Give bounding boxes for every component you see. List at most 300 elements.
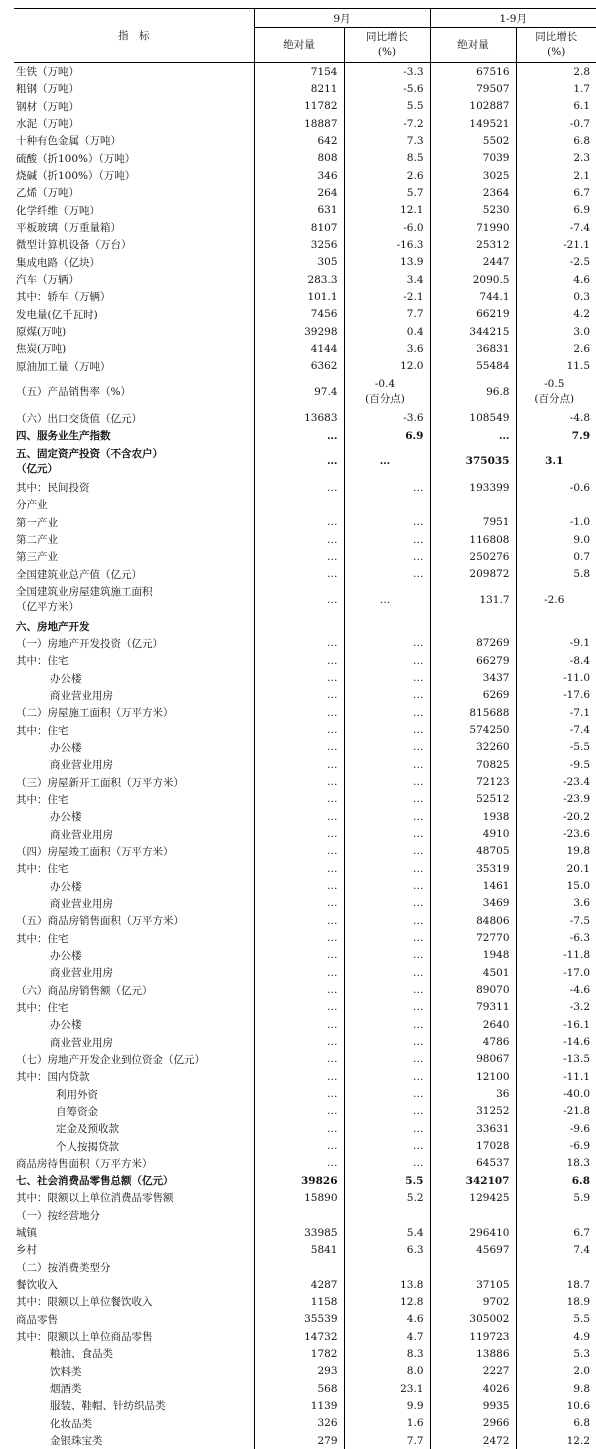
table-row [14, 964, 596, 981]
cell-ytd-absolute: 149521 [430, 115, 516, 132]
cell-sep-absolute [254, 618, 344, 635]
cell-ytd-yoy: 6.7 [516, 1224, 596, 1241]
cell-sep-yoy: … [344, 548, 430, 565]
cell-sep-yoy: … [344, 860, 430, 877]
table-row [14, 288, 596, 305]
cell-sep-yoy: … [344, 825, 430, 842]
cell-ytd-yoy: -2.5 [516, 254, 596, 271]
cell-ytd-yoy: -13.5 [516, 1051, 596, 1068]
table-row [14, 1016, 596, 1033]
cell-ytd-yoy: 6.1 [516, 98, 596, 115]
table-row [14, 583, 596, 618]
table-row [14, 566, 596, 583]
cell-ytd-absolute: 375035 [430, 444, 516, 479]
cell-sep-yoy: … [344, 635, 430, 652]
row-indicator: 钢材（万吨） [14, 98, 254, 115]
cell-sep-yoy: 0.4 [344, 323, 430, 340]
cell-ytd-absolute: 7951 [430, 514, 516, 531]
cell-sep-absolute [254, 1259, 344, 1276]
cell-sep-absolute: … [254, 1103, 344, 1120]
cell-ytd-absolute: 12100 [430, 1068, 516, 1085]
table-row [14, 669, 596, 686]
cell-sep-yoy: … [344, 808, 430, 825]
row-indicator: 粗钢（万吨） [14, 80, 254, 97]
cell-ytd-absolute: 6269 [430, 687, 516, 704]
row-indicator: 全国建筑业房屋建筑施工面积 （亿平方米） [14, 583, 254, 618]
cell-sep-yoy: 5.5 [344, 98, 430, 115]
cell-ytd-absolute: 193399 [430, 479, 516, 496]
cell-ytd-absolute: 3025 [430, 167, 516, 184]
cell-sep-yoy: 9.9 [344, 1397, 430, 1414]
cell-sep-yoy: … [344, 704, 430, 721]
cell-sep-absolute: 8107 [254, 219, 344, 236]
table-row [14, 323, 596, 340]
row-indicator: 金银珠宝类 [14, 1432, 254, 1449]
row-indicator: （二）房屋施工面积（万平方米） [14, 704, 254, 721]
cell-sep-absolute: … [254, 566, 344, 583]
cell-ytd-absolute: 4786 [430, 1033, 516, 1050]
cell-sep-absolute: … [254, 947, 344, 964]
table-row [14, 254, 596, 271]
row-indicator: 办公楼 [14, 808, 254, 825]
cell-ytd-absolute: 32260 [430, 739, 516, 756]
cell-ytd-yoy: 4.6 [516, 271, 596, 288]
cell-ytd-yoy: 18.9 [516, 1293, 596, 1310]
row-indicator: 硫酸（折100%）（万吨） [14, 150, 254, 167]
row-indicator: 平板玻璃（万重量箱） [14, 219, 254, 236]
cell-sep-absolute: 264 [254, 184, 344, 201]
row-indicator: （五）产品销售率（%） [14, 375, 254, 410]
cell-ytd-yoy: 3.6 [516, 895, 596, 912]
header-ytd-absolute: 绝对量 [430, 28, 516, 63]
row-indicator: （二）按消费类型分 [14, 1259, 254, 1276]
table-body [14, 63, 596, 1449]
cell-ytd-yoy: -6.3 [516, 929, 596, 946]
cell-sep-absolute: … [254, 669, 344, 686]
row-indicator: 第一产业 [14, 514, 254, 531]
cell-ytd-yoy: -1.0 [516, 514, 596, 531]
cell-sep-absolute: … [254, 739, 344, 756]
cell-sep-yoy: … [344, 583, 430, 618]
cell-ytd-yoy: 3.1 [516, 444, 596, 479]
cell-ytd-absolute: 25312 [430, 236, 516, 253]
cell-ytd-yoy: 5.3 [516, 1345, 596, 1362]
cell-sep-absolute: … [254, 929, 344, 946]
row-indicator: 其中：住宅 [14, 652, 254, 669]
cell-ytd-yoy: 0.3 [516, 288, 596, 305]
table-row [14, 375, 596, 410]
header-september: 9月 [254, 9, 430, 28]
cell-ytd-yoy: 1.7 [516, 80, 596, 97]
row-indicator: 其中：限额以上单位消费品零售额 [14, 1189, 254, 1206]
cell-sep-yoy: -2.1 [344, 288, 430, 305]
cell-ytd-absolute: 9935 [430, 1397, 516, 1414]
row-indicator: 商业营业用房 [14, 964, 254, 981]
row-indicator: 商业营业用房 [14, 1033, 254, 1050]
row-indicator: 商品房待售面积（万平方米） [14, 1155, 254, 1172]
row-indicator: 第二产业 [14, 531, 254, 548]
table-row [14, 1068, 596, 1085]
cell-ytd-absolute: 116808 [430, 531, 516, 548]
cell-sep-absolute: 35539 [254, 1311, 344, 1328]
cell-sep-yoy: … [344, 721, 430, 738]
cell-sep-absolute: 1139 [254, 1397, 344, 1414]
row-indicator: 六、房地产开发 [14, 618, 254, 635]
table-row [14, 1207, 596, 1224]
cell-ytd-absolute: 37105 [430, 1276, 516, 1293]
cell-sep-yoy: 5.2 [344, 1189, 430, 1206]
cell-ytd-absolute: 55484 [430, 358, 516, 375]
cell-sep-yoy: … [344, 1103, 430, 1120]
table-row [14, 358, 596, 375]
cell-sep-absolute: … [254, 1051, 344, 1068]
cell-ytd-absolute: 3437 [430, 669, 516, 686]
table-row [14, 115, 596, 132]
cell-sep-absolute: 101.1 [254, 288, 344, 305]
cell-ytd-absolute: 3469 [430, 895, 516, 912]
row-indicator: 其中：住宅 [14, 860, 254, 877]
row-indicator: 商业营业用房 [14, 756, 254, 773]
cell-sep-yoy: 23.1 [344, 1380, 430, 1397]
row-indicator: 粮油、食品类 [14, 1345, 254, 1362]
table-row [14, 1155, 596, 1172]
cell-sep-yoy: 1.6 [344, 1415, 430, 1432]
table-row [14, 479, 596, 496]
cell-sep-absolute: 305 [254, 254, 344, 271]
row-indicator: 原油加工量（万吨） [14, 358, 254, 375]
cell-sep-yoy: 13.8 [344, 1276, 430, 1293]
cell-sep-absolute: 293 [254, 1363, 344, 1380]
row-indicator: 水泥（万吨） [14, 115, 254, 132]
row-indicator: 商业营业用房 [14, 687, 254, 704]
cell-ytd-yoy: 20.1 [516, 860, 596, 877]
cell-ytd-yoy: -0.7 [516, 115, 596, 132]
table-row [14, 132, 596, 149]
cell-ytd-yoy: 2.6 [516, 340, 596, 357]
table-row [14, 1328, 596, 1345]
cell-sep-absolute: 346 [254, 167, 344, 184]
cell-sep-absolute: … [254, 427, 344, 444]
cell-ytd-yoy: 7.4 [516, 1241, 596, 1258]
cell-ytd-yoy: -5.5 [516, 739, 596, 756]
table-row [14, 687, 596, 704]
cell-ytd-yoy: 10.6 [516, 1397, 596, 1414]
cell-sep-yoy: 7.3 [344, 132, 430, 149]
cell-sep-absolute [254, 1207, 344, 1224]
cell-ytd-yoy: 9.8 [516, 1380, 596, 1397]
row-indicator: （一）按经营地分 [14, 1207, 254, 1224]
cell-sep-yoy: … [344, 1137, 430, 1154]
row-indicator: 发电量(亿千瓦时) [14, 306, 254, 323]
table-row [14, 947, 596, 964]
cell-sep-absolute: 568 [254, 1380, 344, 1397]
cell-ytd-absolute: 574250 [430, 721, 516, 738]
table-row [14, 531, 596, 548]
row-indicator: （六）出口交货值（亿元） [14, 410, 254, 427]
cell-sep-absolute: … [254, 912, 344, 929]
cell-ytd-absolute: 84806 [430, 912, 516, 929]
cell-sep-absolute: 39298 [254, 323, 344, 340]
cell-ytd-yoy: -7.5 [516, 912, 596, 929]
cell-ytd-absolute: 52512 [430, 791, 516, 808]
table-row [14, 80, 596, 97]
cell-ytd-absolute: 344215 [430, 323, 516, 340]
table-row [14, 1224, 596, 1241]
cell-sep-yoy: 2.6 [344, 167, 430, 184]
row-indicator: 其中：限额以上单位餐饮收入 [14, 1293, 254, 1310]
cell-ytd-yoy [516, 1207, 596, 1224]
row-indicator: 汽车（万辆） [14, 271, 254, 288]
cell-ytd-yoy: -0.6 [516, 479, 596, 496]
cell-sep-yoy: … [344, 843, 430, 860]
table-row [14, 496, 596, 513]
cell-sep-yoy: … [344, 791, 430, 808]
row-indicator: 办公楼 [14, 947, 254, 964]
cell-ytd-absolute: 36831 [430, 340, 516, 357]
cell-ytd-absolute: 2090.5 [430, 271, 516, 288]
table-row [14, 1311, 596, 1328]
cell-ytd-yoy: -4.6 [516, 981, 596, 998]
row-indicator: 个人按揭贷款 [14, 1137, 254, 1154]
cell-sep-yoy: 5.7 [344, 184, 430, 201]
row-indicator: 商品零售 [14, 1311, 254, 1328]
row-indicator: 其中：住宅 [14, 721, 254, 738]
cell-sep-yoy: … [344, 739, 430, 756]
table-row [14, 340, 596, 357]
cell-sep-absolute: 4144 [254, 340, 344, 357]
cell-ytd-absolute: 33631 [430, 1120, 516, 1137]
cell-ytd-absolute: 36 [430, 1085, 516, 1102]
cell-ytd-absolute: 2640 [430, 1016, 516, 1033]
table-row [14, 756, 596, 773]
cell-ytd-yoy: -8.4 [516, 652, 596, 669]
cell-sep-yoy: -5.6 [344, 80, 430, 97]
cell-ytd-absolute: 70825 [430, 756, 516, 773]
table-row [14, 150, 596, 167]
cell-ytd-absolute: 89070 [430, 981, 516, 998]
cell-ytd-yoy: 11.5 [516, 358, 596, 375]
row-indicator: 焦炭(万吨) [14, 340, 254, 357]
cell-ytd-absolute: 250276 [430, 548, 516, 565]
table-row [14, 618, 596, 635]
table-row [14, 236, 596, 253]
table-row [14, 1397, 596, 1414]
cell-sep-absolute: 7154 [254, 63, 344, 81]
cell-sep-yoy [344, 496, 430, 513]
cell-sep-absolute: 642 [254, 132, 344, 149]
cell-sep-absolute: 1782 [254, 1345, 344, 1362]
table-row [14, 877, 596, 894]
cell-ytd-absolute: 9702 [430, 1293, 516, 1310]
table-row [14, 202, 596, 219]
table-row [14, 1259, 596, 1276]
cell-ytd-yoy: 5.5 [516, 1311, 596, 1328]
cell-sep-absolute: … [254, 548, 344, 565]
row-indicator: 办公楼 [14, 739, 254, 756]
cell-sep-absolute: 39826 [254, 1172, 344, 1189]
table-row [14, 98, 596, 115]
cell-sep-yoy: 7.7 [344, 306, 430, 323]
cell-sep-absolute: … [254, 999, 344, 1016]
cell-ytd-absolute: 102887 [430, 98, 516, 115]
cell-sep-absolute: 97.4 [254, 375, 344, 410]
cell-ytd-absolute: 129425 [430, 1189, 516, 1206]
cell-sep-absolute: 631 [254, 202, 344, 219]
cell-sep-yoy: … [344, 1155, 430, 1172]
cell-sep-absolute: … [254, 1068, 344, 1085]
row-indicator: （三）房屋新开工面积（万平方米） [14, 773, 254, 790]
cell-ytd-yoy: -40.0 [516, 1085, 596, 1102]
cell-ytd-yoy: 18.3 [516, 1155, 596, 1172]
cell-sep-yoy: 3.4 [344, 271, 430, 288]
row-indicator: 餐饮收入 [14, 1276, 254, 1293]
cell-ytd-yoy: -23.9 [516, 791, 596, 808]
cell-ytd-yoy: 3.0 [516, 323, 596, 340]
cell-sep-absolute: 3256 [254, 236, 344, 253]
cell-ytd-absolute: 72770 [430, 929, 516, 946]
row-indicator: 十种有色金属（万吨） [14, 132, 254, 149]
cell-sep-absolute: … [254, 843, 344, 860]
row-indicator: （六）商品房销售额（亿元） [14, 981, 254, 998]
cell-sep-absolute: … [254, 652, 344, 669]
table-row [14, 1241, 596, 1258]
cell-sep-yoy: 8.0 [344, 1363, 430, 1380]
cell-sep-absolute: 33985 [254, 1224, 344, 1241]
cell-sep-yoy: … [344, 652, 430, 669]
cell-ytd-absolute: 2966 [430, 1415, 516, 1432]
cell-ytd-yoy: 5.8 [516, 566, 596, 583]
header-jan-sep: 1-9月 [430, 9, 596, 28]
cell-sep-yoy: … [344, 687, 430, 704]
row-indicator: 分产业 [14, 496, 254, 513]
cell-ytd-absolute [430, 1207, 516, 1224]
cell-ytd-yoy: -23.4 [516, 773, 596, 790]
cell-ytd-absolute: 66279 [430, 652, 516, 669]
cell-sep-absolute: 1158 [254, 1293, 344, 1310]
cell-sep-yoy: 4.6 [344, 1311, 430, 1328]
row-indicator: 办公楼 [14, 669, 254, 686]
table-row [14, 306, 596, 323]
cell-sep-yoy: … [344, 1016, 430, 1033]
cell-ytd-yoy: -11.0 [516, 669, 596, 686]
cell-ytd-yoy: 7.9 [516, 427, 596, 444]
cell-ytd-yoy: -4.8 [516, 410, 596, 427]
header-sep-yoy: 同比增长 (%) [344, 28, 430, 63]
table-row [14, 1380, 596, 1397]
table-row [14, 1293, 596, 1310]
table-row [14, 1415, 596, 1432]
row-indicator: 利用外资 [14, 1085, 254, 1102]
cell-sep-absolute: … [254, 791, 344, 808]
cell-ytd-yoy: -11.1 [516, 1068, 596, 1085]
cell-sep-yoy: … [344, 1068, 430, 1085]
cell-sep-yoy: … [344, 444, 430, 479]
row-indicator: 四、服务业生产指数 [14, 427, 254, 444]
cell-ytd-yoy: -9.5 [516, 756, 596, 773]
cell-sep-absolute: 5841 [254, 1241, 344, 1258]
table-row [14, 1085, 596, 1102]
header-sep-absolute: 绝对量 [254, 28, 344, 63]
row-indicator: 集成电路（亿块） [14, 254, 254, 271]
cell-sep-absolute: 11782 [254, 98, 344, 115]
row-indicator: 自筹资金 [14, 1103, 254, 1120]
table-row [14, 167, 596, 184]
cell-sep-yoy: -16.3 [344, 236, 430, 253]
cell-sep-absolute: 13683 [254, 410, 344, 427]
cell-ytd-absolute: 66219 [430, 306, 516, 323]
table-row [14, 63, 596, 81]
row-indicator: 烟酒类 [14, 1380, 254, 1397]
table-row [14, 791, 596, 808]
cell-sep-yoy: 6.9 [344, 427, 430, 444]
cell-ytd-yoy: -0.5 (百分点) [516, 375, 596, 410]
row-indicator: 其中：民间投资 [14, 479, 254, 496]
cell-ytd-yoy: 6.7 [516, 184, 596, 201]
cell-ytd-yoy: -11.8 [516, 947, 596, 964]
table-row [14, 895, 596, 912]
cell-ytd-yoy: -7.1 [516, 704, 596, 721]
row-indicator: 微型计算机设备（万台） [14, 236, 254, 253]
cell-sep-absolute: 14732 [254, 1328, 344, 1345]
cell-sep-yoy: … [344, 773, 430, 790]
row-indicator: 其中：国内贷款 [14, 1068, 254, 1085]
cell-sep-yoy: 12.1 [344, 202, 430, 219]
cell-sep-yoy: … [344, 514, 430, 531]
cell-ytd-absolute: 209872 [430, 566, 516, 583]
cell-sep-absolute: … [254, 1120, 344, 1137]
cell-sep-absolute: 15890 [254, 1189, 344, 1206]
cell-sep-absolute: … [254, 825, 344, 842]
cell-sep-absolute: … [254, 895, 344, 912]
row-indicator: 其中：住宅 [14, 929, 254, 946]
cell-ytd-absolute [430, 496, 516, 513]
cell-ytd-absolute: 815688 [430, 704, 516, 721]
cell-ytd-yoy: 19.8 [516, 843, 596, 860]
cell-sep-yoy: … [344, 566, 430, 583]
cell-ytd-yoy: -3.2 [516, 999, 596, 1016]
cell-sep-yoy: 6.3 [344, 1241, 430, 1258]
cell-sep-yoy: 3.6 [344, 340, 430, 357]
cell-ytd-yoy: 2.1 [516, 167, 596, 184]
row-indicator: 七、社会消费品零售总额（亿元） [14, 1172, 254, 1189]
cell-sep-absolute: 326 [254, 1415, 344, 1432]
cell-sep-absolute: … [254, 773, 344, 790]
cell-ytd-absolute [430, 618, 516, 635]
cell-ytd-absolute: 13886 [430, 1345, 516, 1362]
cell-sep-absolute: … [254, 704, 344, 721]
table-header [14, 9, 596, 63]
cell-ytd-absolute: 87269 [430, 635, 516, 652]
cell-sep-absolute: 808 [254, 150, 344, 167]
cell-sep-absolute: … [254, 981, 344, 998]
row-indicator: 其中：住宅 [14, 999, 254, 1016]
cell-sep-yoy [344, 1259, 430, 1276]
cell-ytd-yoy: -16.1 [516, 1016, 596, 1033]
cell-sep-yoy: … [344, 912, 430, 929]
cell-ytd-yoy: -21.8 [516, 1103, 596, 1120]
cell-ytd-absolute: 4910 [430, 825, 516, 842]
cell-ytd-yoy: -17.0 [516, 964, 596, 981]
cell-ytd-absolute: 2472 [430, 1432, 516, 1449]
row-indicator: 第三产业 [14, 548, 254, 565]
cell-ytd-absolute: 48705 [430, 843, 516, 860]
cell-ytd-absolute [430, 1259, 516, 1276]
cell-ytd-absolute: 71990 [430, 219, 516, 236]
row-indicator: 化学纤维（万吨） [14, 202, 254, 219]
row-indicator: 城镇 [14, 1224, 254, 1241]
cell-ytd-yoy: 4.2 [516, 306, 596, 323]
table-row [14, 1137, 596, 1154]
